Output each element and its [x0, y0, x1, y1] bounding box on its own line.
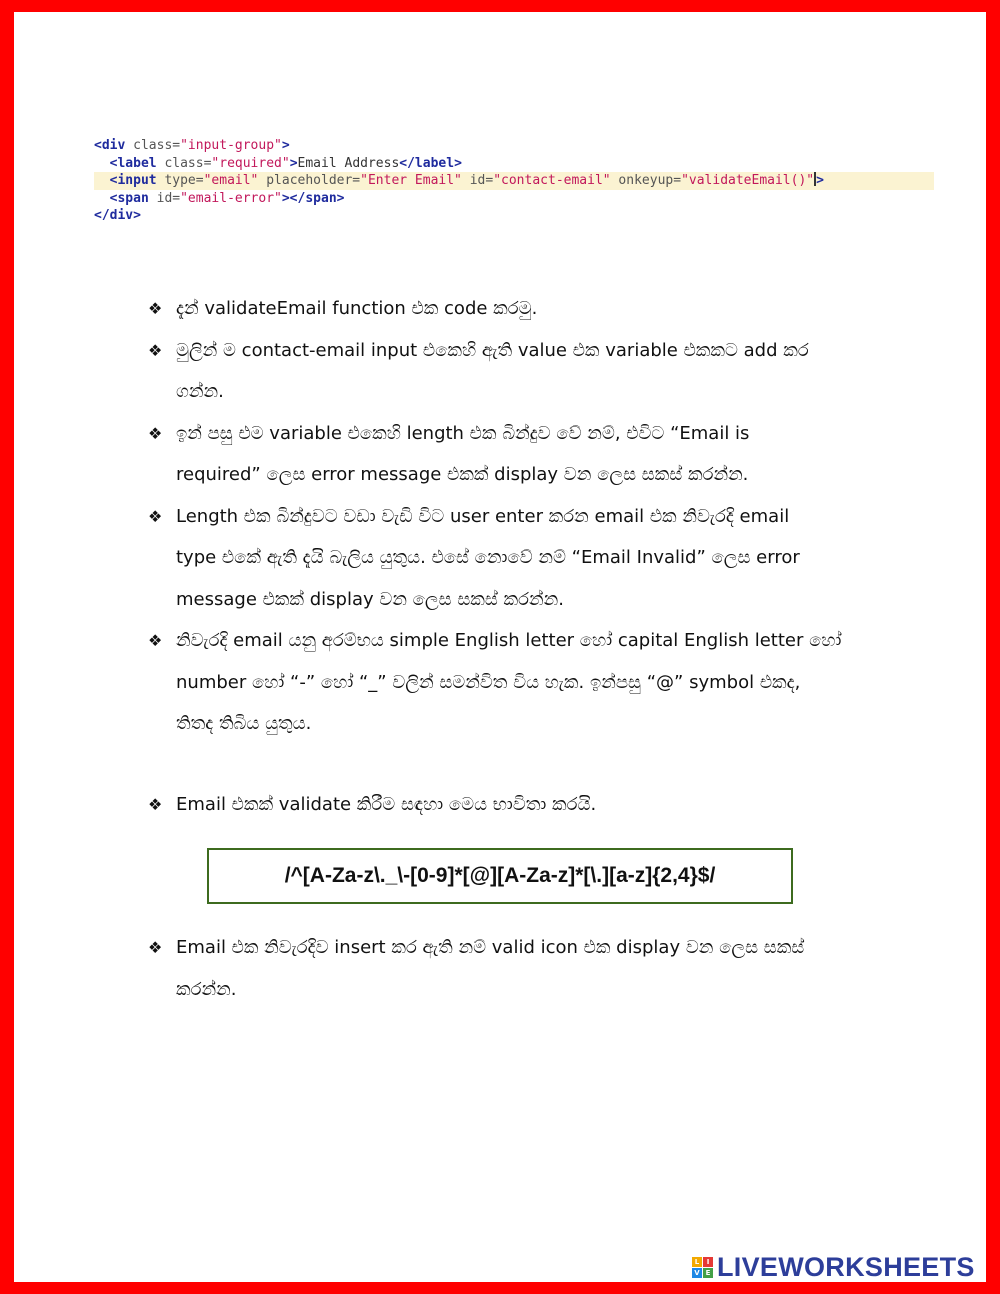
- list-item: ❖ නිවැරදි email යනු අරම්භය simple English letter හෝ capital English letter හෝ number හෝ “-” හෝ “_” වලින් සමන්විත විය හැක. ඉන්පසු “@” symbol එකද, තිතද තිබිය යුතුය.: [148, 620, 908, 745]
- diamond-bullet-icon: ❖: [148, 938, 163, 957]
- code-line-5: </div>: [94, 208, 141, 224]
- diamond-bullet-icon: ❖: [148, 631, 163, 650]
- logo-cube-icon: L I V E: [692, 1257, 713, 1278]
- code-snippet: [94, 137, 934, 225]
- list-item: ❖ දැන් validateEmail function එක code කරමු.: [148, 288, 908, 330]
- list-item: ❖ මුලින් ම contact-email input එකෙහි ඇති value එක variable එකකට add කර ගන්න.: [148, 330, 908, 413]
- logo-text: LIVEWORKSHEETS: [717, 1252, 975, 1282]
- code-line-1: <div class="input-group">: [94, 138, 290, 153]
- liveworksheets-logo[interactable]: [692, 1253, 975, 1281]
- regex-pattern-box: /^[A-Za-z\._\-[0-9]*[@][A-Za-z]*[\.][a-z]{2,4}$/: [207, 848, 793, 904]
- diamond-bullet-icon: ❖: [148, 299, 163, 318]
- worksheet-page: [14, 12, 986, 1282]
- list-item: ❖ Email එකක් validate කිරීම සඳහා මෙය භාවිතා කරයි.: [148, 784, 908, 826]
- instruction-list-final: [148, 927, 908, 1010]
- diamond-bullet-icon: ❖: [148, 794, 163, 814]
- diamond-bullet-icon: ❖: [148, 340, 163, 360]
- code-line-4: <span id="email-error"></span>: [109, 190, 345, 206]
- code-line-2: <label class="required">Email Address</label>: [109, 155, 462, 171]
- list-item: ❖ Length එක බින්දුවට වඩා වැඩි විට user enter කරන email එක නිවැරදි email type එකේ ඇති දැයි බැලිය යුතුය. එසේ නොවේ නම් “Email Invalid” ලෙස error message එකක් display වන ලෙස සකස් කරන්න.: [148, 496, 908, 621]
- diamond-bullet-icon: ❖: [148, 506, 163, 526]
- list-item: ❖ ඉන් පසු එම variable එකෙහි length එක බින්දුව වේ නම්, එවිට “Email is required” ලෙස error message එකක් display වන ලෙස සකස් කරන්න.: [148, 413, 908, 496]
- instruction-list: [148, 288, 908, 825]
- diamond-bullet-icon: ❖: [148, 423, 163, 443]
- code-line-3: <input type="email" placeholder="Enter Email" id="contact-email" onkeyup="validateEmail()" >: [94, 172, 934, 190]
- list-item: ❖ Email එක නිවැරදිව insert කර ඇති නම් valid icon එක display වන ලෙස සකස් කරන්න.: [148, 927, 908, 1010]
